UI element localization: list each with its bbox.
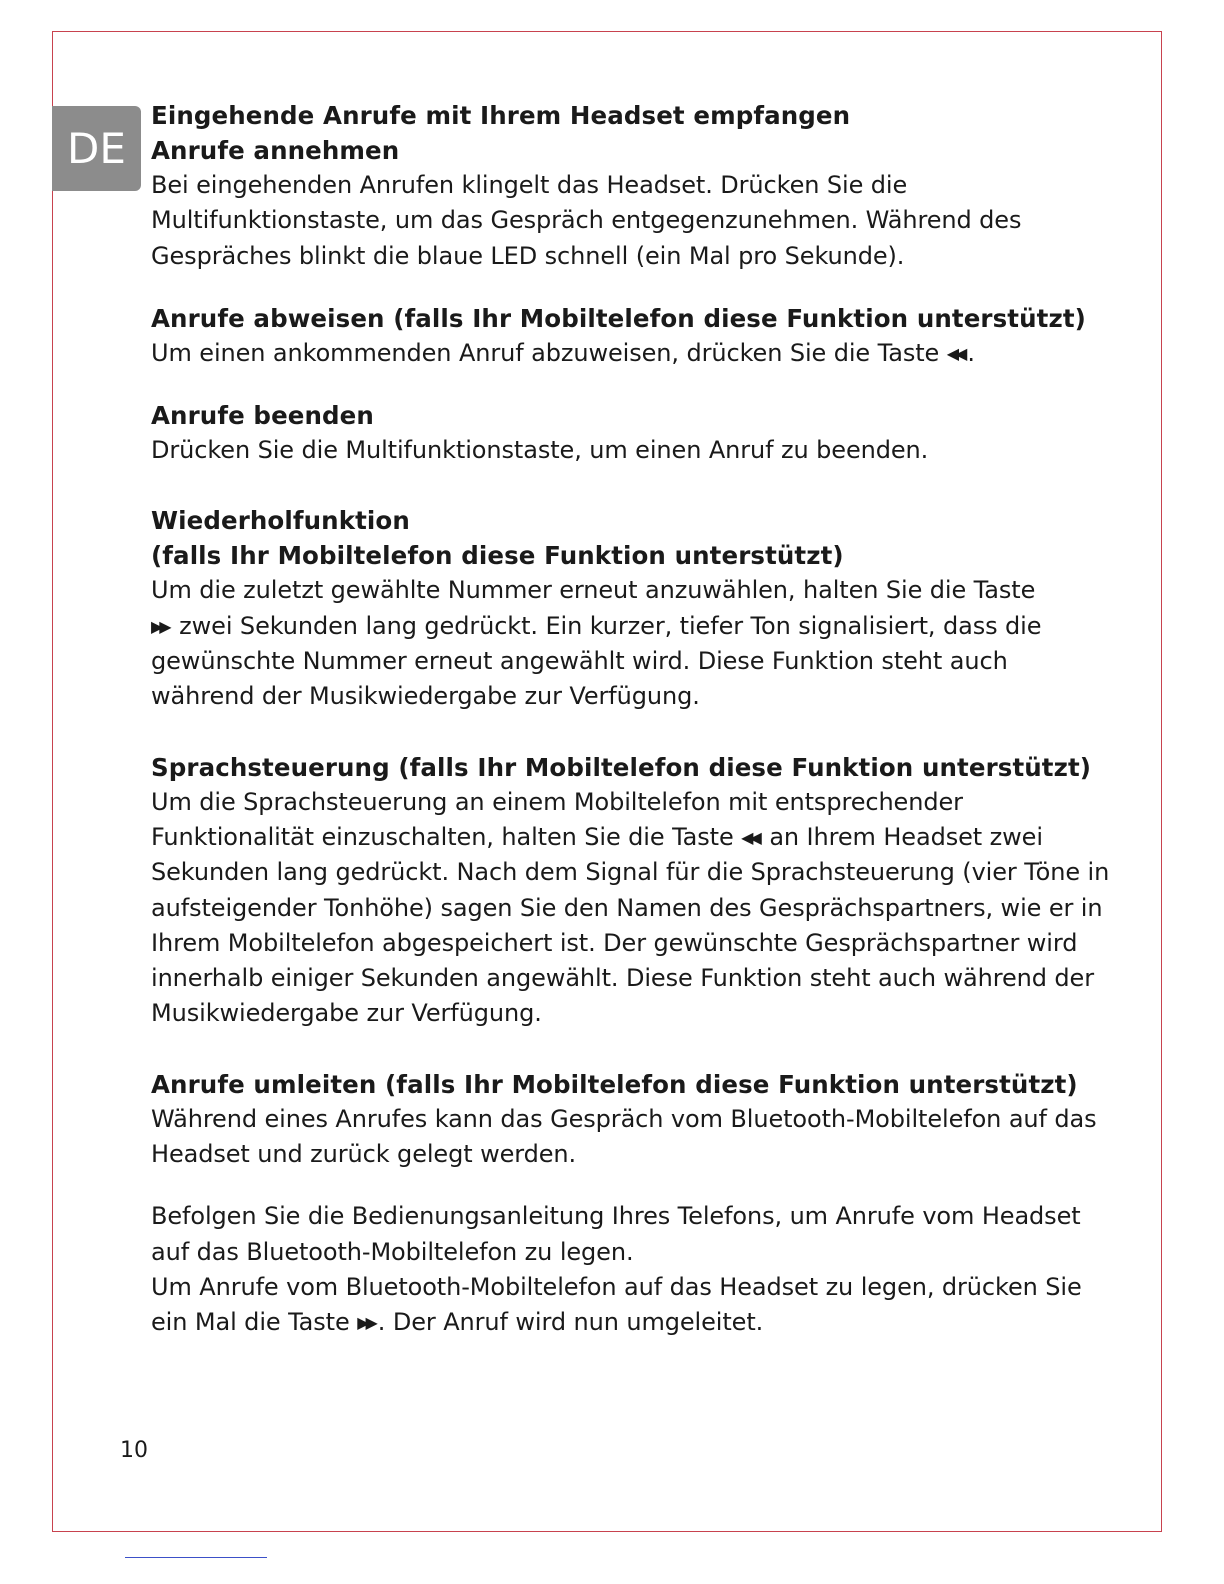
fast-forward-icon: ▶▶ [357, 1313, 374, 1333]
paragraph-line: Musikwiedergabe zur Verfügung. [151, 999, 542, 1028]
section-title: Anrufe beenden [151, 401, 374, 431]
document-body [151, 98, 1111, 1341]
paragraph-line: während der Musikwiedergabe zur Verfügung. [151, 682, 700, 711]
rewind-icon: ◀◀ [946, 343, 964, 363]
paragraph-line: Gespräches blinkt die blaue LED schnell (ein Mal pro Sekunde). [151, 241, 905, 270]
section-title: Sprachsteuerung (falls Ihr Mobiltelefon diese Funktion unterstützt) [151, 752, 1092, 782]
paragraph-line: Um Anrufe vom Bluetooth-Mobiltelefon auf das Headset zu legen, drücken Sie [151, 1272, 1082, 1301]
paragraph-line: Befolgen Sie die Bedienungsanleitung Ihres Telefons, um Anrufe vom Headset [151, 1202, 1081, 1231]
page-number: 10 [120, 1438, 148, 1463]
paragraph-line: Headset und zurück gelegt werden. [151, 1140, 577, 1169]
section-title: Anrufe umleiten (falls Ihr Mobiltelefon diese Funktion unterstützt) [151, 1069, 1078, 1099]
paragraph-line: Um einen ankommenden Anruf abzuweisen, drücken Sie die Taste ◀◀ . [151, 338, 975, 367]
divider [125, 1557, 267, 1558]
paragraph-line: Um die zuletzt gewählte Nummer erneut anzuwählen, halten Sie die Taste [151, 576, 1036, 605]
paragraph-line: aufsteigender Tonhöhe) sagen Sie den Namen des Gesprächspartners, wie er in [151, 893, 1103, 922]
section-title: Anrufe abweisen (falls Ihr Mobiltelefon diese Funktion unterstützt) [151, 303, 1086, 333]
section-subtitle: (falls Ihr Mobiltelefon diese Funktion unterstützt) [151, 541, 844, 571]
paragraph-line: Drücken Sie die Multifunktionstaste, um einen Anruf zu beenden. [151, 436, 929, 465]
language-tab: DE [52, 106, 141, 191]
paragraph-line: Ihrem Mobiltelefon abgespeichert ist. Der gewünschte Gesprächspartner wird [151, 928, 1078, 957]
paragraph-line: ▶▶ zwei Sekunden lang gedrückt. Ein kurzer, tiefer Ton signalisiert, dass die [151, 611, 1042, 640]
paragraph-line: gewünschte Nummer erneut angewählt wird. Diese Funktion steht auch [151, 647, 1008, 676]
paragraph-line: Funktionalität einzuschalten, halten Sie die Taste ◀◀ an Ihrem Headset zwei [151, 822, 1043, 851]
section-subtitle: Anrufe annehmen [151, 136, 400, 165]
section-title: Wiederholfunktion [151, 506, 410, 536]
fast-forward-icon: ▶▶ [151, 616, 168, 636]
rewind-icon: ◀◀ [741, 827, 758, 847]
section-title: Eingehende Anrufe mit Ihrem Headset empfangen [151, 101, 851, 130]
paragraph-line: Während eines Anrufes kann das Gespräch vom Bluetooth-Mobiltelefon auf das [151, 1104, 1097, 1133]
paragraph-line: ein Mal die Taste ▶▶ . Der Anruf wird nun umgeleitet. [151, 1308, 764, 1337]
paragraph-line: innerhalb einiger Sekunden angewählt. Diese Funktion steht auch während der [151, 964, 1094, 993]
paragraph-line: auf das Bluetooth-Mobiltelefon zu legen. [151, 1237, 634, 1266]
paragraph-line: Um die Sprachsteuerung an einem Mobiltelefon mit entsprechender [151, 787, 963, 816]
paragraph-line: Bei eingehenden Anrufen klingelt das Headset. Drücken Sie die [151, 171, 908, 199]
paragraph-line: Sekunden lang gedrückt. Nach dem Signal für die Sprachsteuerung (vier Töne in [151, 858, 1110, 887]
paragraph-line: Multifunktionstaste, um das Gespräch entgegenzunehmen. Während des [151, 206, 1022, 235]
